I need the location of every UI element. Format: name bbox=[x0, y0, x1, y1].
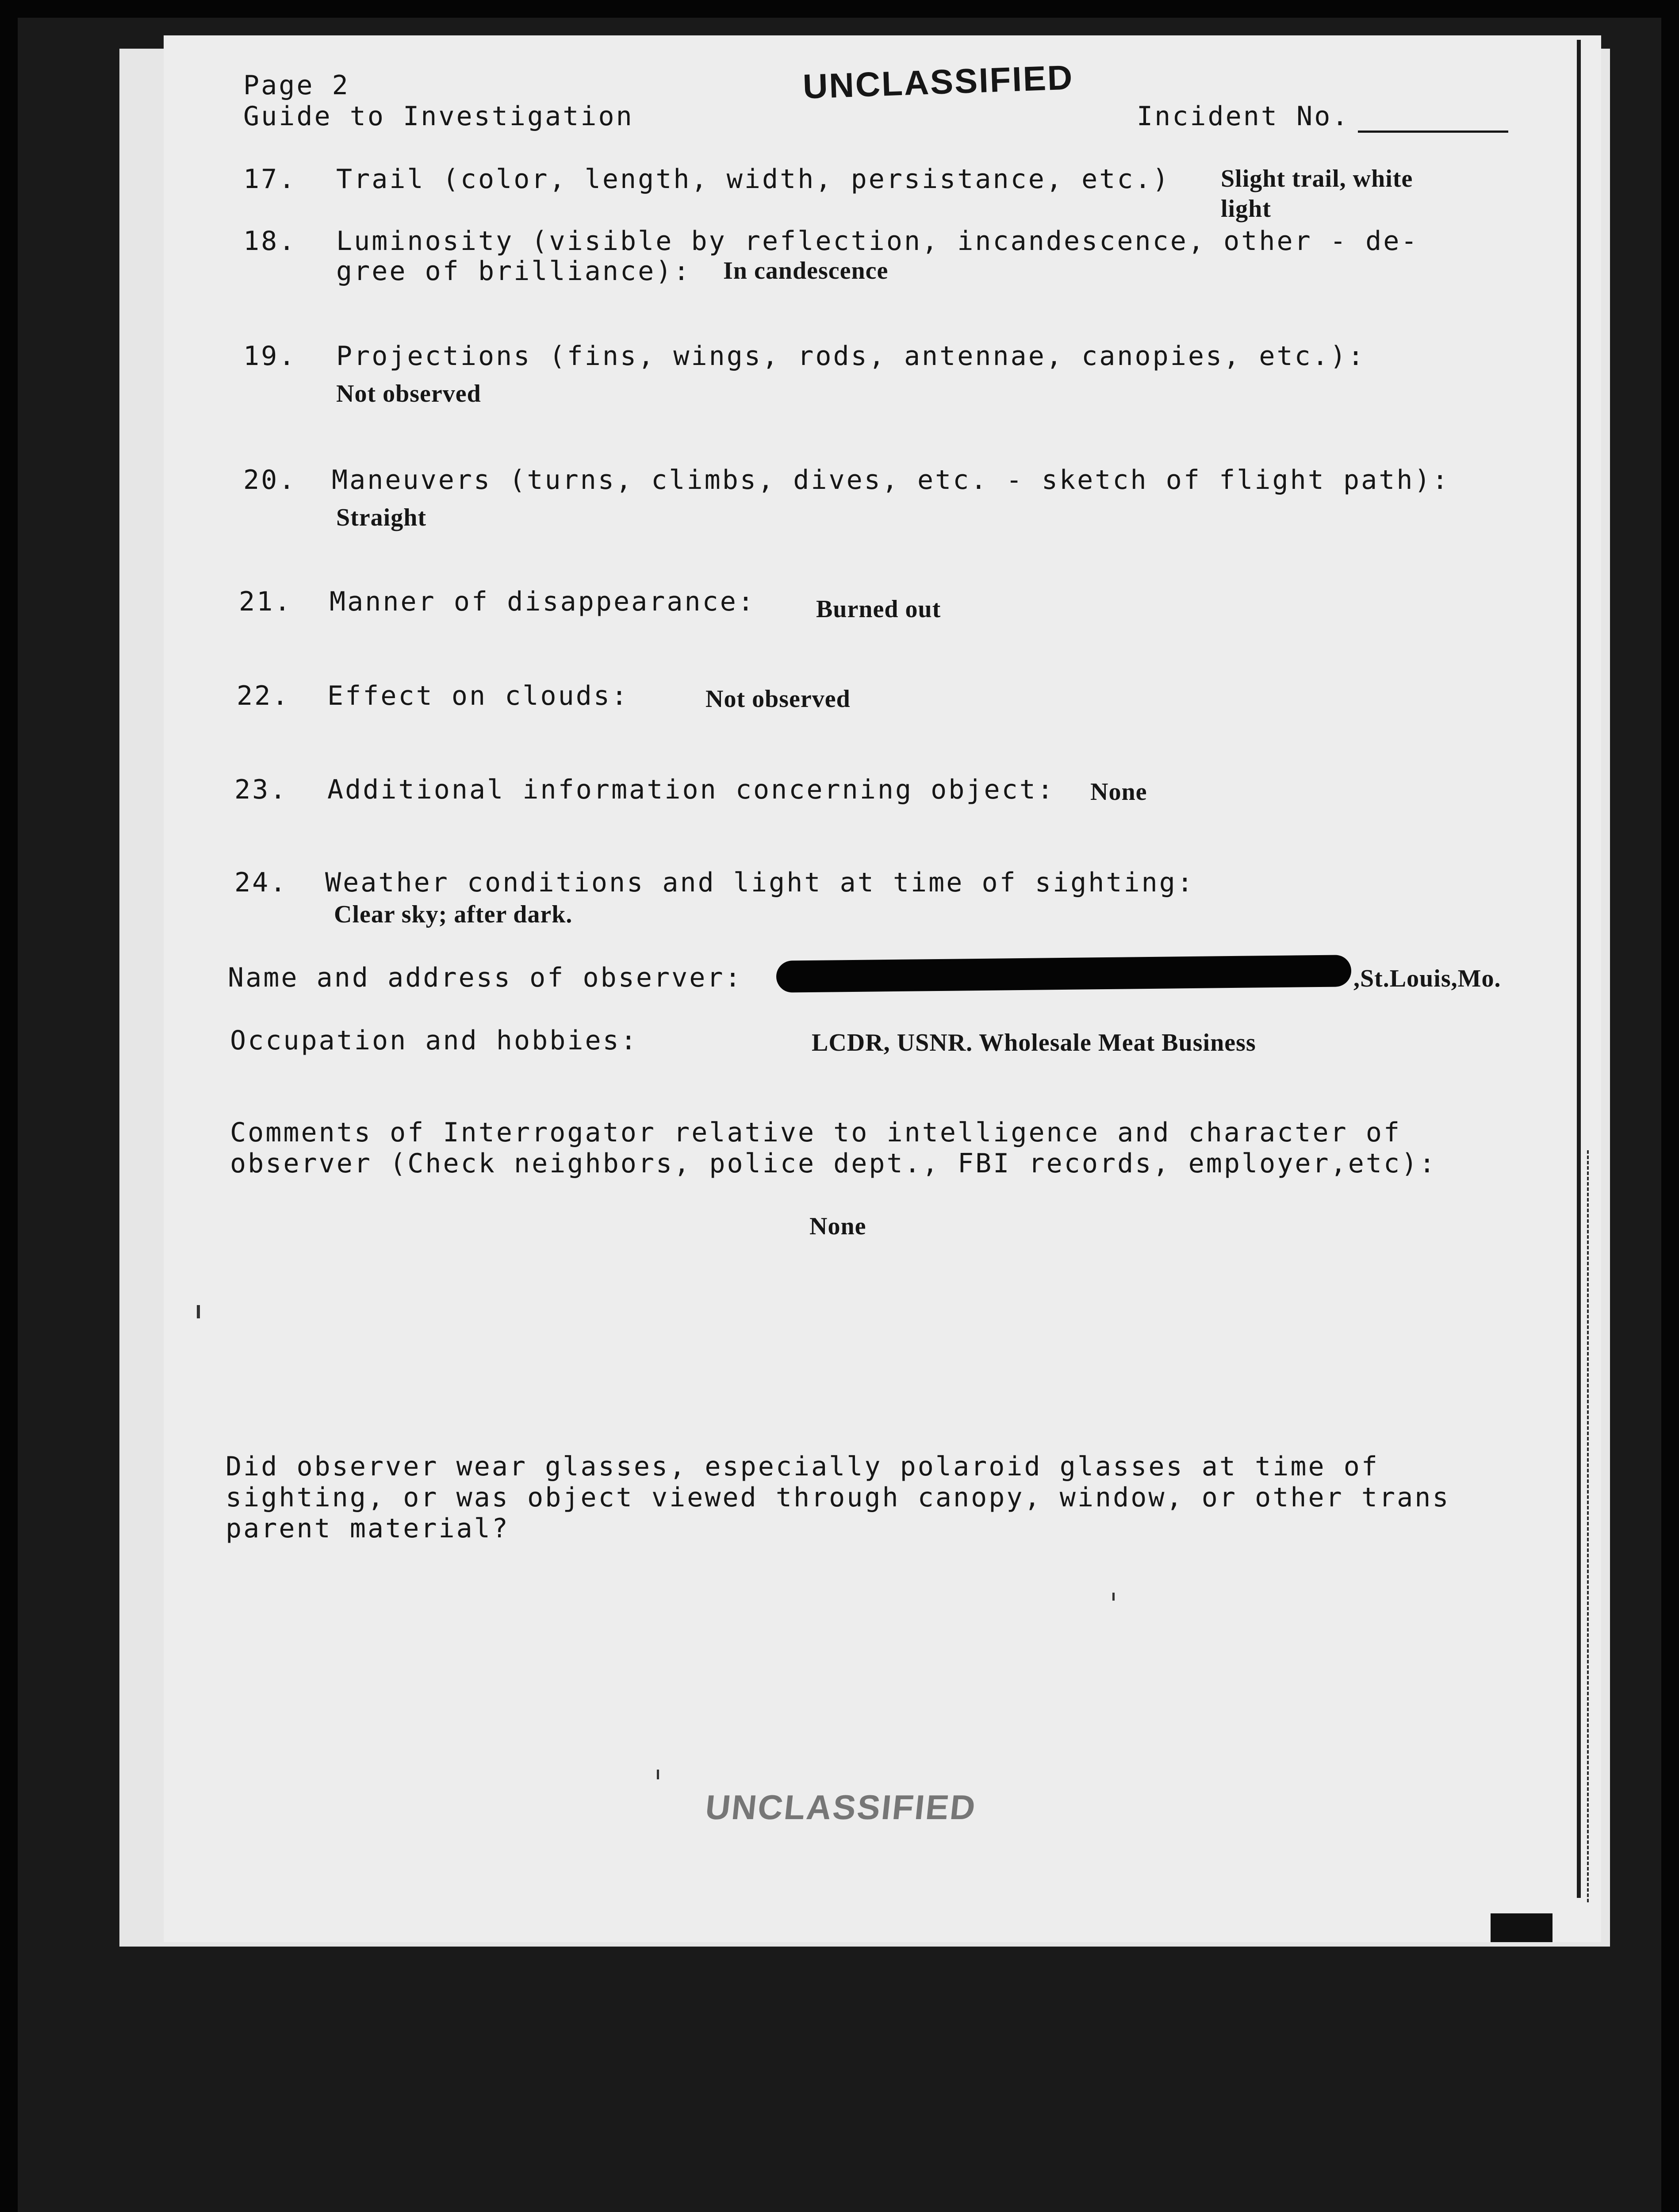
classification-stamp-top: UNCLASSIFIED bbox=[802, 58, 1074, 106]
item-22-answer: Not observed bbox=[705, 685, 851, 713]
item-17-answer: Slight trail, white bbox=[1221, 165, 1413, 192]
item-22-question: Effect on clouds: bbox=[327, 680, 629, 711]
classification-stamp-bottom: UNCLASSIFIED bbox=[703, 1788, 979, 1827]
item-18-question-cont: gree of brilliance): bbox=[336, 256, 691, 287]
page-number: Page 2 bbox=[243, 70, 350, 101]
comments-value: None bbox=[809, 1213, 866, 1240]
glasses-question: Did observer wear glasses, especially polaroid glasses at time of bbox=[226, 1451, 1379, 1482]
document-page bbox=[164, 35, 1601, 1942]
corner-mark bbox=[1491, 1913, 1552, 1942]
incident-number-blank bbox=[1358, 131, 1508, 133]
incident-label: Incident No. bbox=[1137, 101, 1350, 132]
item-17-answer-cont: light bbox=[1221, 195, 1271, 223]
item-19-answer: Not observed bbox=[336, 380, 481, 407]
speck bbox=[1112, 1593, 1115, 1601]
item-20-number: 20. bbox=[243, 465, 297, 495]
item-18-number: 18. bbox=[243, 226, 297, 257]
observer-name-label: Name and address of observer: bbox=[228, 962, 743, 993]
item-19-number: 19. bbox=[243, 341, 297, 372]
comments-label: Comments of Interrogator relative to intelligence and character of bbox=[230, 1117, 1402, 1148]
item-21-question: Manner of disappearance: bbox=[330, 586, 755, 617]
item-24-number: 24. bbox=[234, 867, 288, 898]
item-19-question: Projections (fins, wings, rods, antennae, canopies, etc.): bbox=[336, 341, 1366, 372]
redaction-bar bbox=[776, 955, 1352, 993]
comments-label-cont: observer (Check neighbors, police dept., FBI records, employer,etc): bbox=[230, 1148, 1437, 1179]
glasses-question-cont-2: parent material? bbox=[226, 1513, 510, 1544]
page-edge-line bbox=[1577, 40, 1581, 1898]
item-24-question: Weather conditions and light at time of sighting: bbox=[325, 867, 1195, 898]
item-23-number: 23. bbox=[234, 774, 288, 805]
item-23-answer: None bbox=[1090, 778, 1147, 806]
occupation-value: LCDR, USNR. Wholesale Meat Business bbox=[812, 1029, 1256, 1056]
glasses-question-cont: sighting, or was object viewed through canopy, window, or other trans bbox=[226, 1482, 1450, 1513]
document-title: Guide to Investigation bbox=[243, 101, 634, 132]
item-18-answer: In candescence bbox=[723, 257, 889, 284]
item-20-answer: Straight bbox=[336, 504, 426, 531]
occupation-label: Occupation and hobbies: bbox=[230, 1025, 638, 1056]
item-17-number: 17. bbox=[243, 164, 297, 195]
item-21-number: 21. bbox=[239, 586, 292, 617]
item-18-question: Luminosity (visible by reflection, incandescence, other - de- bbox=[336, 226, 1419, 257]
item-23-question: Additional information concerning object: bbox=[327, 774, 1055, 805]
item-21-answer: Burned out bbox=[816, 595, 941, 623]
speck bbox=[197, 1305, 200, 1318]
item-22-number: 22. bbox=[237, 680, 290, 711]
observer-address-visible: ,St.Louis,Mo. bbox=[1353, 965, 1501, 992]
item-24-answer: Clear sky; after dark. bbox=[334, 901, 573, 928]
item-17-question: Trail (color, length, width, persistance, etc.) bbox=[336, 164, 1170, 195]
item-20-question: Maneuvers (turns, climbs, dives, etc. - sketch of flight path): bbox=[332, 465, 1450, 495]
speck bbox=[657, 1770, 659, 1779]
page-edge-dots bbox=[1587, 1150, 1591, 1902]
